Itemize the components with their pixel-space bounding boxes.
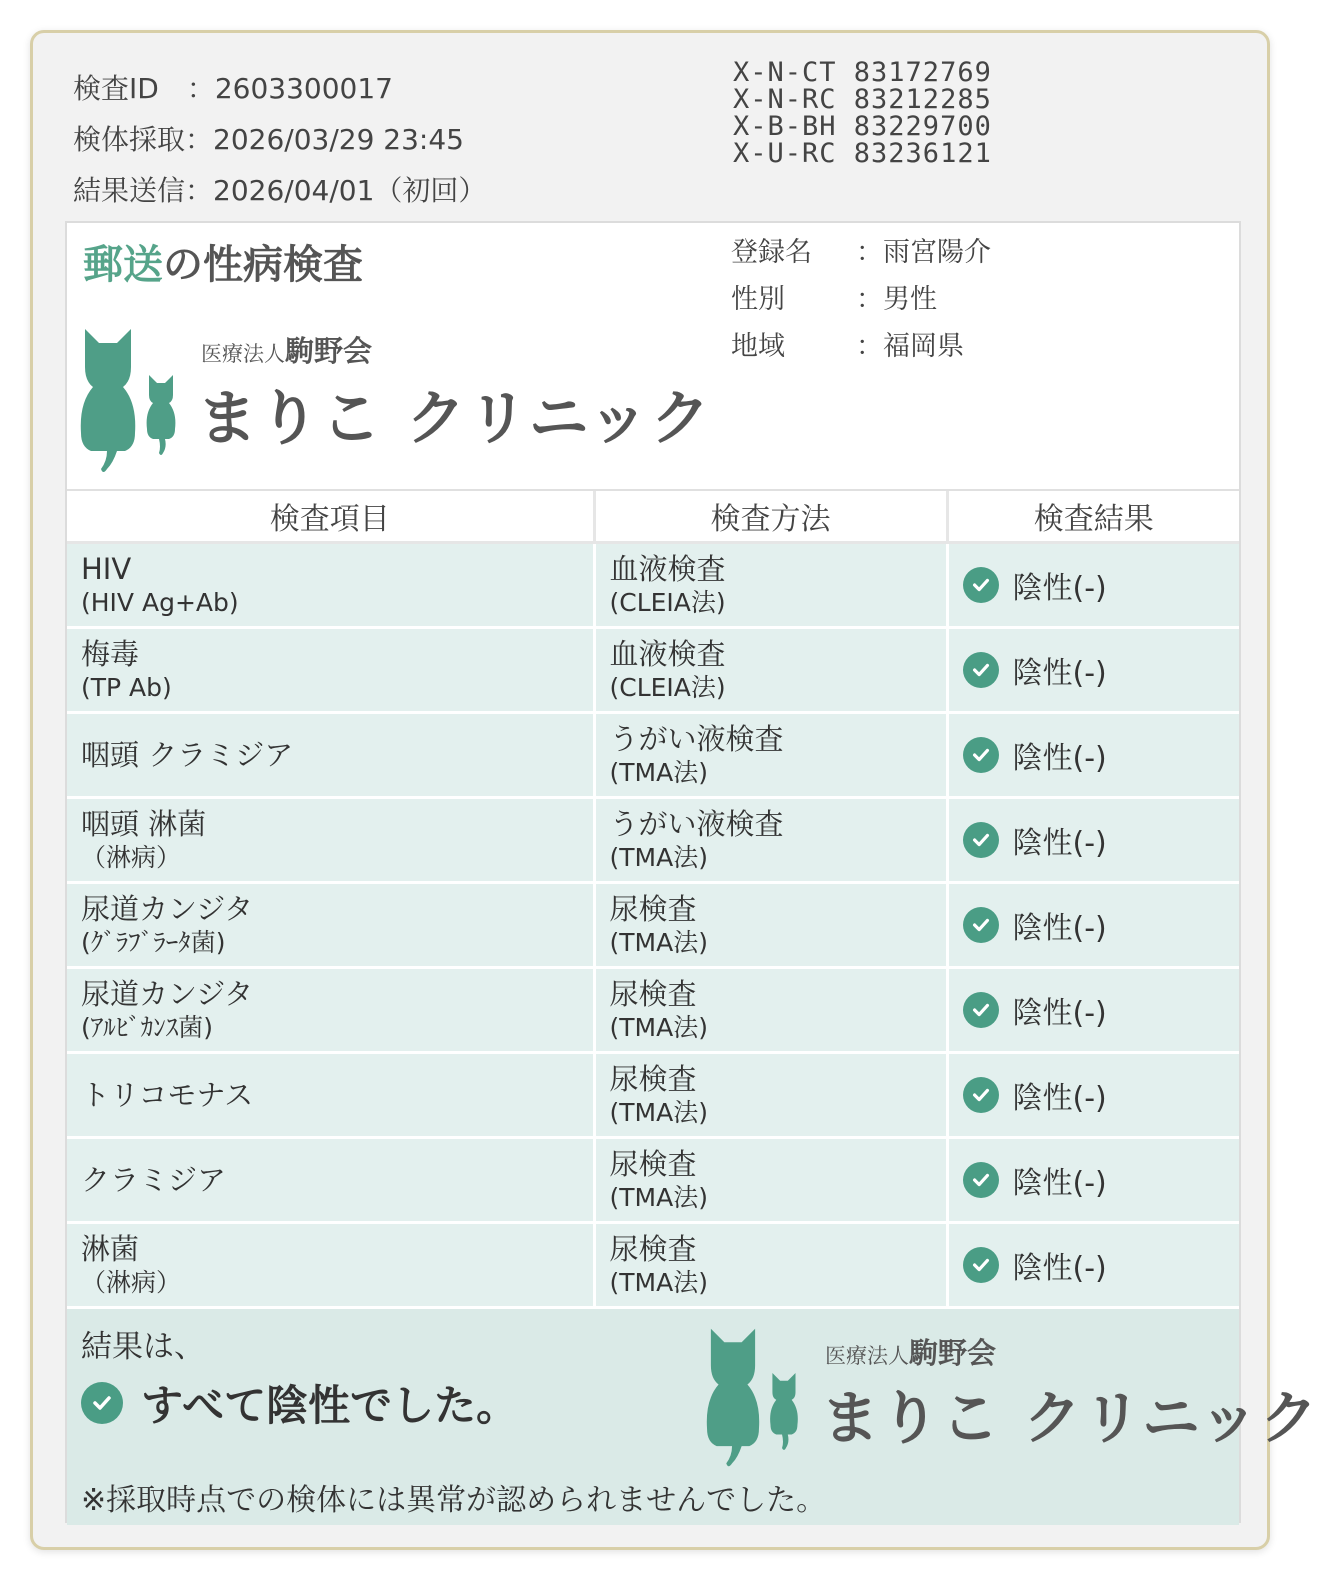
cell-item [67,543,594,628]
result-summary [67,1309,1320,1525]
item-name: クラミジア [81,1163,227,1197]
method-name: 尿検査 [609,1232,697,1266]
table-row [67,798,1239,883]
cell-method [594,1223,947,1308]
result-text: 陰性(-) [1012,1251,1107,1286]
result-value [963,1158,1240,1202]
cell-item [67,968,594,1053]
summary-note: ※採取時点での検体には異常が認められませんでした。 [81,1483,827,1518]
clinic-name: まりこ クリニック [197,384,713,454]
clinic-name: まりこ クリニック [821,1384,1320,1452]
method-name: 尿検査 [609,1062,697,1096]
item-name: 尿道カンジタ [81,892,254,926]
cell-item [67,1223,594,1308]
method-name: 血液検査 [609,552,726,586]
exam-id-row [73,63,486,114]
cell-item [67,1138,594,1223]
result-value [963,818,1240,862]
table-row [67,1053,1239,1138]
cell-result [947,1053,1239,1138]
cell-result [947,1138,1239,1223]
method-sub: (TMA法) [609,758,708,787]
check-circle-icon [963,1162,999,1198]
registrant-sex: ：男性 [856,284,937,315]
check-circle-icon [963,567,999,603]
registrant-name: ：雨宮陽介 [856,237,991,268]
sent-row [73,165,486,216]
result-value [963,1073,1240,1117]
table-row [67,543,1239,628]
clinic-corp: 医療法人駒野会 [825,1336,997,1370]
cell-result [947,798,1239,883]
lab-code: X-U-RC 83236121 [733,138,992,169]
col-header-method: 検査方法 [594,491,947,543]
report-header [67,223,1239,491]
cell-method [594,628,947,713]
item-name: 咽頭 クラミジア [81,738,294,772]
item-name: HIV [81,552,132,586]
cell-item [67,798,594,883]
registrant-name-label: 登録名 [731,237,812,268]
result-text: 陰性(-) [1012,826,1107,861]
method-name: 血液検査 [609,637,726,671]
page-title [83,233,363,290]
title-rest: の性病検査 [163,242,363,288]
registrant-region-label: 地域 [731,331,785,362]
check-circle-icon [963,737,999,773]
check-circle-icon [963,992,999,1028]
results-table [67,491,1239,1309]
item-sub: (ｸﾞﾗﾌﾞﾗｰﾀ菌) [81,928,226,957]
cell-item [67,713,594,798]
exam-id-label: 検査ID ： [73,72,215,105]
result-text: 陰性(-) [1012,996,1107,1031]
lab-codes [733,59,992,167]
method-name: 尿検査 [609,1147,697,1181]
result-text: 陰性(-) [1012,1081,1107,1116]
summary-line [81,1373,518,1433]
result-text: 陰性(-) [1012,656,1107,691]
method-name: うがい液検査 [609,807,784,841]
sent-value: 2026/04/01（初回） [213,174,487,207]
title-accent: 郵送 [83,242,163,288]
table-row [67,1138,1239,1223]
clinic-logo-footer [703,1323,1320,1473]
table-header-row [67,491,1239,543]
exam-info [73,63,486,216]
item-name: トリコモナス [81,1078,254,1112]
check-circle-icon [81,1382,123,1424]
check-circle-icon [963,1247,999,1283]
table-row [67,1223,1239,1308]
cell-method [594,713,947,798]
cell-item [67,883,594,968]
method-name: 尿検査 [609,977,697,1011]
table-row [67,628,1239,713]
cat-logo-icon [703,1323,813,1473]
item-name: 淋菌 [81,1232,140,1266]
cell-method [594,1053,947,1138]
check-circle-icon [963,907,999,943]
col-header-item: 検査項目 [67,491,594,543]
collection-label: 検体採取： [73,123,214,156]
method-sub: (TMA法) [609,843,708,872]
registrant-sex-label: 性別 [731,284,785,315]
item-name: 咽頭 淋菌 [81,807,207,841]
summary-intro: 結果は、 [81,1329,205,1365]
result-card [30,30,1320,1550]
cell-result [947,883,1239,968]
method-name: うがい液検査 [609,722,784,756]
sent-label: 結果送信： [73,174,214,207]
cell-method [594,543,947,628]
collection-row [73,114,486,165]
cell-item [67,1053,594,1138]
lab-code: X-N-RC 83212285 [733,84,992,115]
cell-result [947,628,1239,713]
check-circle-icon [963,652,999,688]
item-sub: （淋病） [81,1268,182,1297]
result-value [963,733,1240,777]
result-value [963,903,1240,947]
result-value [963,563,1240,607]
col-header-result: 検査結果 [947,491,1239,543]
result-value [963,1243,1240,1287]
cat-logo-icon [79,323,189,479]
item-sub: (HIV Ag+Ab) [81,588,239,617]
check-circle-icon [963,822,999,858]
method-sub: (TMA法) [609,1268,708,1297]
registrant-info [731,229,991,370]
table-row [67,883,1239,968]
cell-method [594,1138,947,1223]
method-name: 尿検査 [609,892,697,926]
result-text: 陰性(-) [1012,741,1107,776]
check-circle-icon [963,1077,999,1113]
registrant-sex-row [731,276,991,323]
result-text: 陰性(-) [1012,1166,1107,1201]
cell-item [67,628,594,713]
result-text: 陰性(-) [1012,911,1107,946]
method-sub: (CLEIA法) [609,588,726,617]
cell-method [594,883,947,968]
cell-method [594,968,947,1053]
cell-result [947,713,1239,798]
result-value [963,988,1240,1032]
method-sub: (TMA法) [609,928,708,957]
result-text: 陰性(-) [1012,571,1107,606]
clinic-corp: 医療法人駒野会 [201,334,373,368]
lab-code: X-B-BH 83229700 [733,111,992,142]
table-row [67,968,1239,1053]
table-row [67,713,1239,798]
result-value [963,648,1240,692]
exam-id-value: 2603300017 [214,72,393,105]
method-sub: (TMA法) [609,1013,708,1042]
item-sub: (ｱﾙﾋﾞｶﾝｽ菌) [81,1013,214,1042]
registrant-region: ：福岡県 [856,331,964,362]
registrant-name-row [731,229,991,276]
cell-result [947,1223,1239,1308]
method-sub: (CLEIA法) [609,673,726,702]
report-panel [65,221,1320,1523]
cell-result [947,968,1239,1053]
lab-code: X-N-CT 83172769 [733,57,992,88]
item-sub: (TP Ab) [81,673,172,702]
item-sub: （淋病） [81,843,182,872]
summary-text: すべて陰性でした。 [141,1381,519,1430]
method-sub: (TMA法) [609,1183,708,1212]
item-name: 梅毒 [81,637,140,671]
collection-value: 2026/03/29 23:45 [213,123,464,156]
registrant-region-row [731,323,991,370]
clinic-logo [79,323,713,479]
method-sub: (TMA法) [609,1098,708,1127]
cell-result [947,543,1239,628]
item-name: 尿道カンジタ [81,977,254,1011]
cell-method [594,798,947,883]
